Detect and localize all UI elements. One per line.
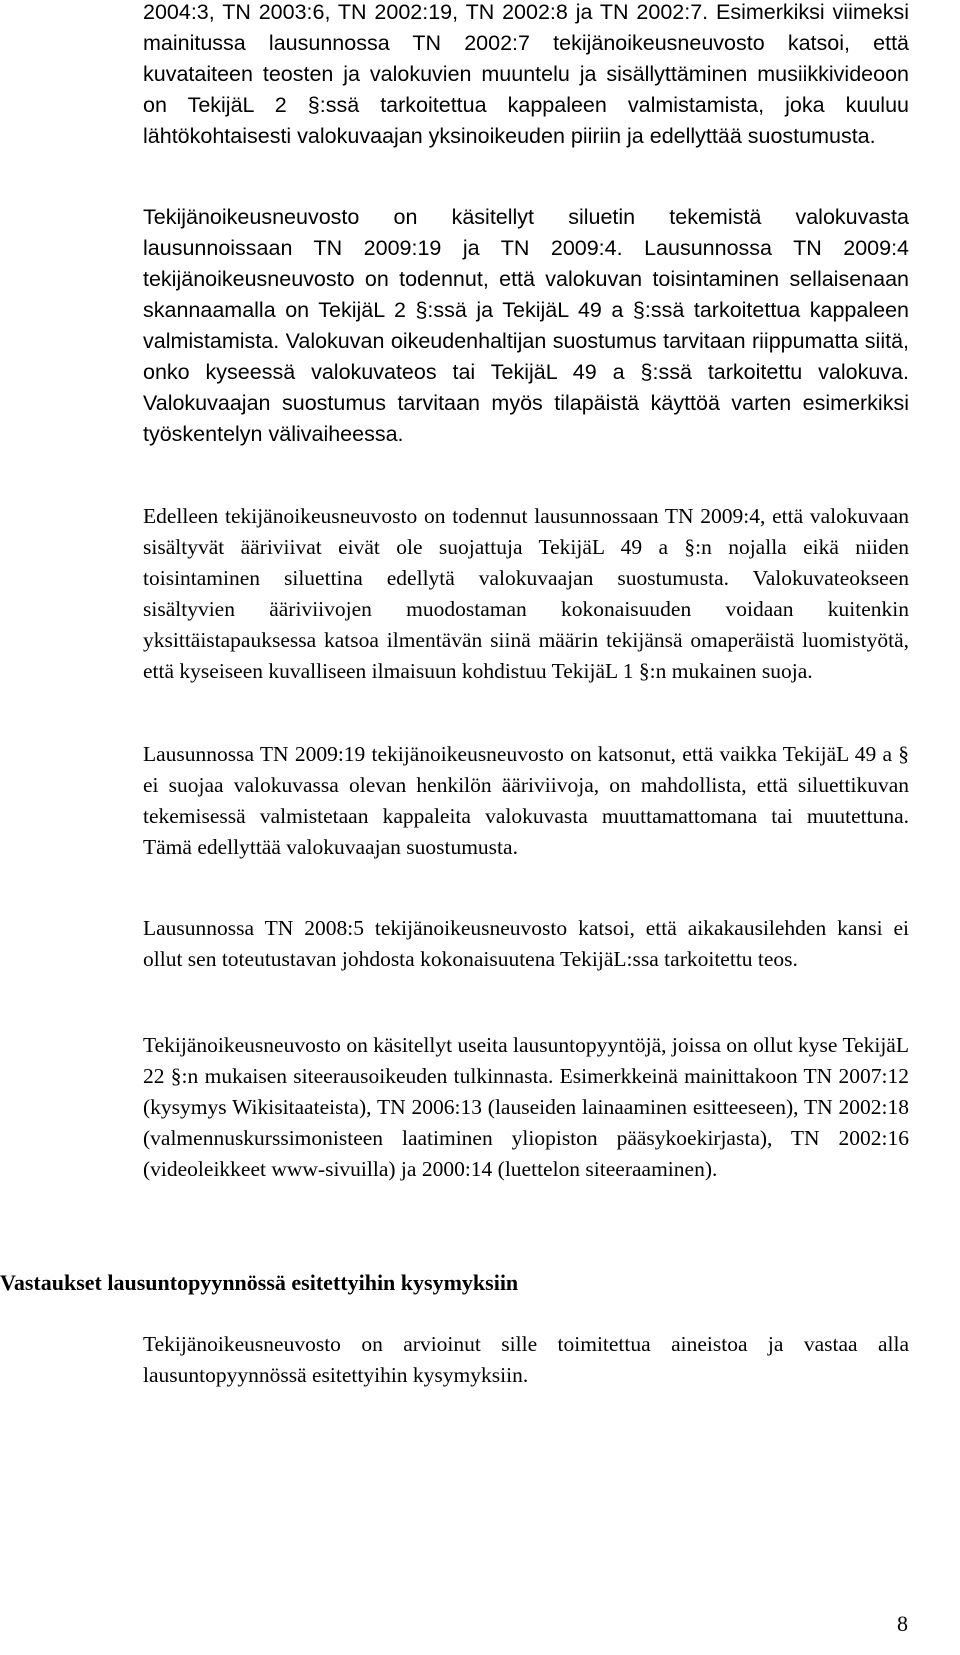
paragraph-quotation-right: Tekijänoikeusneuvosto on käsitellyt useita lausuntopyyntöjä, joissa on ollut kyse TekijäL 22 §:n mukaisen siteerausoikeuden tulkinnasta. Esimerkkeinä mainittakoon TN 2007:12 (kysymys Wikisitaateista), TN 2006:13 (lauseiden lainaaminen esitteeseen), TN 2002:18 (valmennuskurssimonisteen laatiminen yliopiston pääsykoekirjasta), TN 2002:16 (videoleikkeet www-sivuilla) ja 2000:14 (luettelon siteeraaminen). [143,1033,909,1181]
paragraph-statement-2008-5: Lausunnossa TN 2008:5 tekijänoikeusneuvosto katsoi, että aikakausilehden kansi ei ollut sen toteutustavan johdosta kokonaisuutena TekijäL:ssa tarkoitettu teos. [143,916,909,971]
section-heading: Vastaukset lausuntopyynnössä esitettyihin kysymyksiin [0,1270,519,1295]
paragraph-outline-protection: Edelleen tekijänoikeusneuvosto on todennut lausunnossaan TN 2009:4, että valokuvaan sisältyvät ääriviivat eivät ole suojattuja TekijäL 49 a §:n nojalla eikä niiden toisintaminen siluettina edellytä valokuvaajan suostumusta. Valokuvateokseen sisältyvien ääriviivojen muodostaman kokonaisuuden voidaan kuitenkin yksittäistapauksessa katsoa ilmentävän siinä määrin tekijänsä omaperäistä luomistyötä, että kyseiseen kuvalliseen ilmaisuun kohdistuu TekijäL 1 §:n mukainen suoja. [143,504,909,683]
paragraph-silhouette-statements: Tekijänoikeusneuvosto on käsitellyt siluetin tekemistä valokuvasta lausunnoissaan TN 2009:19 ja TN 2009:4. Lausunnossa TN 2009:4 tekijänoikeusneuvosto on todennut, että valokuvan toisintaminen sellaisenaan skannaamalla on TekijäL 2 §:ssä ja TekijäL 49 a §:ssä tarkoitettua kappaleen valmistamista. Valokuvan oikeudenhaltijan suostumus tarvitaan riippumatta siitä, onko kyseessä valokuvateos tai TekijäL 49 a §:ssä tarkoitettu valokuva. Valokuvaajan suostumus tarvitaan myös tilapäistä käyttöä varten esimerkiksi työskentelyn välivaiheessa. [143,205,909,446]
page-number: 8 [897,1611,908,1636]
paragraph-statement-2009-19: Lausunnossa TN 2009:19 tekijänoikeusneuvosto on katsonut, että vaikka TekijäL 49 a § ei suojaa valokuvassa olevan henkilön ääriviivoja, on mahdollista, että siluettikuvan tekemisessä valmistetaan kappaleita valokuvasta muuttamattomana tai muutettuna. Tämä edellyttää valokuvaajan suostumusta. [143,742,909,859]
paragraph-earlier-statements: 2004:3, TN 2003:6, TN 2002:19, TN 2002:8 ja TN 2002:7. Esimerkiksi viimeksi mainitussa lausunnossa TN 2002:7 tekijänoikeusneuvosto katsoi, että kuvataiteen teosten ja valokuvien muuntelu ja sisällyttäminen musiikkivideoon on TekijäL 2 §:ssä tarkoitettua kappaleen valmistamista, joka kuuluu lähtökohtaisesti valokuvaajan yksinoikeuden piiriin ja edellyttää suostumusta. [143,0,909,148]
paragraph-closing: Tekijänoikeusneuvosto on arvioinut sille toimitettua aineistoa ja vastaa alla lausuntopyynnössä esitettyihin kysymyksiin. [143,1332,909,1387]
